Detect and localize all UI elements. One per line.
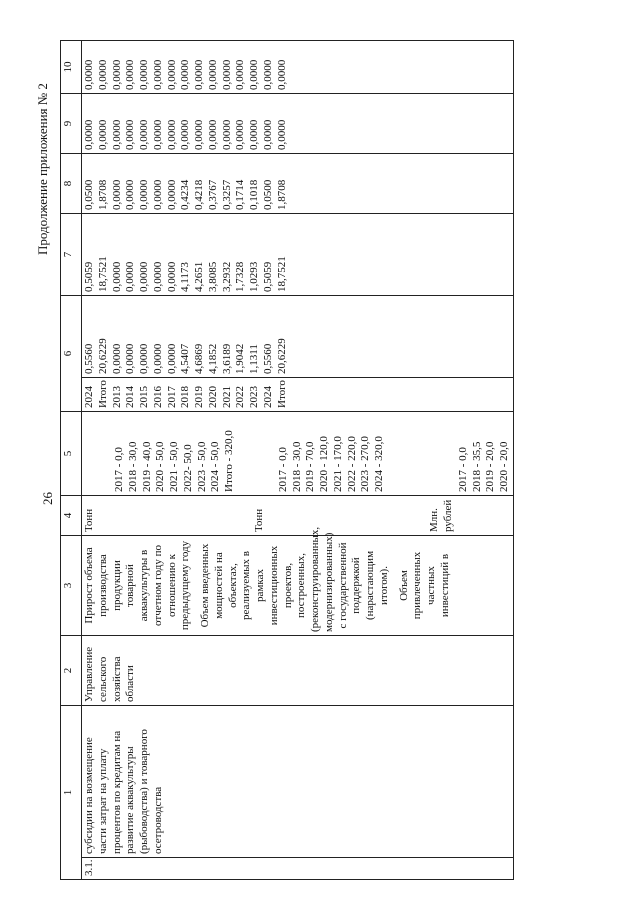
amount-value: 0,0000 (248, 119, 260, 150)
target-value: 2024 - 320,0 (373, 436, 385, 492)
amount-value: 0,4234 (179, 179, 192, 210)
year-label: 2017 (165, 386, 178, 408)
amount-value: 4,2651 (193, 261, 205, 292)
year-label: 2015 (138, 386, 150, 408)
amount-value: 3,6189 (220, 343, 233, 374)
amount-value: 1,8708 (275, 179, 288, 210)
amount-value: 0,0000 (151, 179, 164, 210)
target-value: 2022- 50,0 (181, 444, 194, 492)
amount-value: 0,0000 (151, 59, 164, 90)
year-label: 2022 (234, 386, 247, 408)
amount-value: 0,0000 (110, 179, 123, 210)
amount-value: 0,0000 (138, 261, 150, 292)
year-label: 2020 (206, 386, 219, 408)
header-row (61, 41, 82, 880)
amount-value: 0,0000 (165, 59, 178, 90)
amount-value: 0,0000 (165, 343, 178, 374)
target-value: 2019 - 40,0 (140, 441, 153, 492)
indicator-3-name: Объем привлеченных частных инвестиций в (397, 551, 451, 620)
amount-value: 0,3257 (220, 179, 233, 210)
program-table (60, 40, 514, 880)
amount-value: 0,0000 (83, 119, 95, 150)
target-value: 2023 - 50,0 (195, 441, 208, 492)
row-number: 3.1. (82, 858, 514, 880)
amount-value: 0,0000 (110, 343, 123, 374)
amount-value: 0,3767 (206, 179, 219, 210)
amount-value: 0,0000 (110, 119, 123, 150)
amount-value: 0,0000 (138, 343, 150, 374)
amount-value: 0,0000 (261, 119, 274, 150)
target-value: 2021 - 170,0 (331, 436, 344, 492)
amount-value: 0,0000 (165, 261, 178, 292)
amount-value: 0,0000 (110, 59, 123, 90)
target-value: 2024 - 50,0 (209, 441, 222, 492)
header-cell: 3 (61, 536, 82, 636)
header-cell: 7 (61, 214, 82, 296)
target-value: 2021 - 50,0 (168, 441, 180, 492)
amount-value: 0,0000 (124, 343, 137, 374)
amount-value: 4,1852 (206, 343, 219, 374)
header-cell: 1 (61, 706, 82, 880)
amount-value: 4,6869 (193, 343, 205, 374)
amount-value: 20,6229 (275, 338, 288, 374)
amount-value: 0,0000 (261, 59, 274, 90)
measure-name: субсидии на возмещение части затрат на уплату процентов по кредитам на развитие аквакультуры (рыбоводства) и товарного осетроводства (82, 706, 514, 858)
col-9-values (82, 154, 514, 214)
target-value: 2023 - 270,0 (359, 436, 372, 492)
amount-value: 0,0000 (151, 343, 164, 374)
amount-value: 4,5407 (179, 343, 192, 374)
amount-value: 0,0000 (193, 119, 205, 150)
indicator-1-unit: Тонн (83, 508, 95, 532)
target-value: 2020 - 50,0 (154, 441, 167, 492)
year-label: 2013 (110, 386, 123, 408)
amount-value: 0,0000 (138, 179, 150, 210)
amount-value: 0,0000 (179, 119, 192, 150)
header-cell: 6 (61, 296, 82, 412)
target-value: 2018 - 30,0 (290, 441, 303, 492)
amount-value: 0,0000 (83, 59, 95, 90)
amount-value: 3,2932 (220, 261, 233, 292)
amount-value: 20,6229 (96, 338, 109, 374)
header-cell: 10 (61, 41, 82, 94)
indicator-2-unit: Тонн (253, 508, 265, 532)
year-label: 2019 (193, 386, 205, 408)
amount-value: 0,0000 (206, 59, 219, 90)
header-cell: 4 (61, 496, 82, 536)
indicator-targets (82, 412, 514, 496)
amount-value: 0,0000 (165, 119, 178, 150)
col-10-values (82, 94, 514, 154)
amount-value: 0,0000 (124, 119, 137, 150)
amount-value: 18,7521 (275, 256, 288, 292)
amount-value: 1,7328 (234, 261, 247, 292)
header-cell: 9 (61, 94, 82, 154)
year-label: 2024 (261, 386, 274, 408)
header-cell: 2 (61, 636, 82, 706)
amount-value: 0,5560 (261, 343, 274, 374)
year-label: 2014 (124, 386, 137, 408)
amount-value: 0,5560 (83, 343, 95, 374)
amount-value: 1,8708 (96, 179, 109, 210)
amount-value: 0,0000 (138, 119, 150, 150)
amount-value: 0,0000 (179, 59, 192, 90)
amount-value: 0,0000 (151, 119, 164, 150)
amount-value: 1,9042 (234, 343, 247, 374)
year-label: 2018 (179, 386, 192, 408)
amount-value: 0,0500 (83, 179, 95, 210)
target-value: Итого - 320,0 (223, 430, 235, 492)
responsible-executor: Управление сельского хозяйства области (82, 636, 514, 706)
rotated-table-sheet (60, 40, 620, 880)
amount-value: 0,0000 (234, 59, 247, 90)
indicator-units (82, 496, 514, 536)
indicator-3-unit: Млн. рублей (428, 499, 454, 532)
target-value: 2020 - 120,0 (318, 436, 330, 492)
target-value: 2017 - 0,0 (113, 447, 125, 492)
target-value: 2017 - 0,0 (456, 447, 469, 492)
amount-value: 0,1714 (234, 179, 247, 210)
years-column (82, 378, 514, 412)
year-label: 2016 (151, 386, 164, 408)
header-cell: 5 (61, 412, 82, 496)
year-label: 2024 (83, 386, 95, 408)
table-row (82, 41, 514, 880)
target-value: 2019 - 20,0 (484, 441, 497, 492)
amount-value: 0,0000 (220, 119, 233, 150)
indicator-3-targets (457, 415, 512, 492)
amount-value: 0,0000 (165, 179, 178, 210)
amount-value: 0,0000 (110, 261, 123, 292)
amount-value: 0,0000 (248, 59, 260, 90)
amount-value: 0,0000 (151, 261, 164, 292)
col-11-values (82, 41, 514, 94)
year-label: 2023 (248, 386, 260, 408)
amount-value: 0,4218 (193, 179, 205, 210)
amount-value: 3,8085 (206, 261, 219, 292)
amount-value: 0,5059 (83, 261, 95, 292)
target-value: 2020 - 20,0 (498, 441, 510, 492)
amount-value: 0,0000 (96, 59, 109, 90)
amount-value: 0,0000 (206, 119, 219, 150)
target-value: 2019 - 70,0 (304, 441, 317, 492)
amount-value: 0,0000 (220, 59, 233, 90)
target-value: 2017 - 0,0 (276, 447, 289, 492)
amount-value: 0,0000 (275, 59, 288, 90)
target-value: 2022 - 220,0 (345, 436, 358, 492)
appendix-title: Продолжение приложения № 2 (35, 83, 50, 255)
amount-value: 0,0000 (124, 261, 137, 292)
indicator-names (82, 526, 514, 636)
amount-value: 0,0000 (275, 119, 288, 150)
amount-value: 0,0000 (124, 59, 137, 90)
amount-value: 1,0293 (248, 261, 260, 292)
amount-value: 0,0000 (138, 59, 150, 90)
header-cell: 8 (61, 154, 82, 214)
amount-value: 0,0000 (96, 119, 109, 150)
amount-value: 0,1018 (248, 179, 260, 210)
indicator-2-name: Объем введенных мощностей на объектах, реализуемых в рамках инвестиционных проектов, построенных, (реконструированных, модернизированных) с государственной поддержкой (нарастающим итогом). (199, 526, 390, 632)
year-label: Итого (275, 380, 288, 408)
amount-value: 0,0000 (124, 179, 137, 210)
amount-value: 0,5059 (261, 261, 274, 292)
amount-value: 0,0500 (261, 179, 274, 210)
amount-value: 4,1173 (179, 262, 192, 292)
indicator-1-targets (113, 415, 237, 492)
indicator-2-targets (277, 415, 387, 492)
amount-value: 1,1311 (248, 344, 260, 374)
target-value: 2018 - 30,0 (126, 441, 139, 492)
amount-value: 0,0000 (193, 59, 205, 90)
amount-value: 18,7521 (96, 256, 109, 292)
page-number: 26 (40, 492, 55, 505)
amount-value: 0,0000 (234, 119, 247, 150)
col-7-values (82, 296, 514, 378)
year-label: Итого (96, 380, 109, 408)
year-label: 2021 (220, 386, 233, 408)
target-value: 2018 - 35,5 (470, 441, 483, 492)
indicator-1-name: Прирост объема производства продукции товарной аквакультуры в отчетном году по отношению к предыдущему году (83, 540, 192, 631)
col-8-values (82, 214, 514, 296)
